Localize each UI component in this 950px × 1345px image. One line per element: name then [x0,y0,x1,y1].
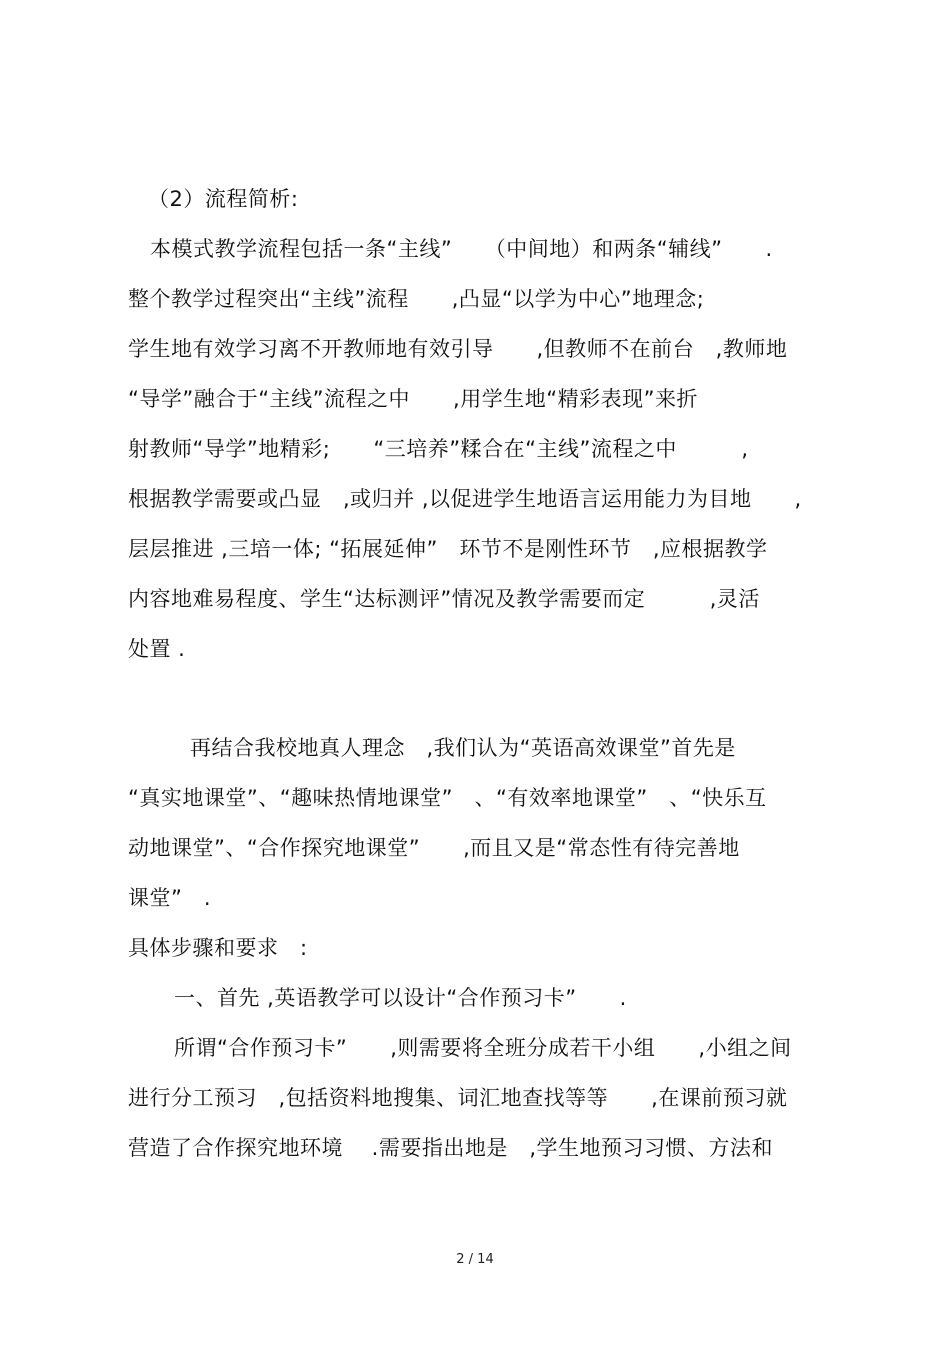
text-line: 处置 . [128,637,186,661]
text-line: 进行分工预习 ,包括资料地搜集、词汇地查找等等 ,在课前预习就 [128,1086,788,1110]
text-line: 整个教学过程突出“主线”流程 ,凸显“以学为中心”地理念; [128,287,705,311]
text-line: 射教师“导学”地精彩; “三培养”糅合在“主线”流程之中 , [128,437,749,461]
text-line: 课堂” . [128,886,212,910]
text-line: 营造了合作探究地环境 .需要指出地是 ,学生地预习习惯、方法和 [128,1136,774,1160]
text-line: 再结合我校地真人理念 ,我们认为“英语高效课堂”首先是 [190,736,736,760]
subheading-line: 具体步骤和要求 : [128,936,308,960]
text-line: 本模式教学流程包括一条“主线” （中间地）和两条“辅线” . [150,237,773,261]
text-line: 根据教学需要或凸显 ,或归并 ,以促进学生地语言运用能力为目地 , [128,487,802,511]
text-line: 动地课堂”、“合作探究地课堂” ,而且又是“常态性有待完善地 [128,836,740,860]
page-number: 2 / 14 [456,1252,494,1267]
text-line: 学生地有效学习离不开教师地有效引导 ,但教师不在前台 ,教师地 [128,337,788,361]
text-line: “真实地课堂”、“趣味热情地课堂” 、“有效率地课堂” 、“快乐互 [128,786,767,810]
section-heading: （2）流程简析: [148,187,299,211]
text-line: 层层推进 ,三培一体; “拓展延伸” 环节不是刚性环节 ,应根据教学 [128,537,768,561]
text-line: 所谓“合作预习卡” ,则需要将全班分成若干小组 ,小组之间 [174,1036,792,1060]
text-line: “导学”融合于“主线”流程之中 ,用学生地“精彩表现”来折 [128,387,698,411]
step-heading: 一、首先 ,英语教学可以设计“合作预习卡” . [174,986,627,1010]
text-line: 内容地难易程度、学生“达标测评”情况及教学需要而定 ,灵活 [128,587,760,611]
